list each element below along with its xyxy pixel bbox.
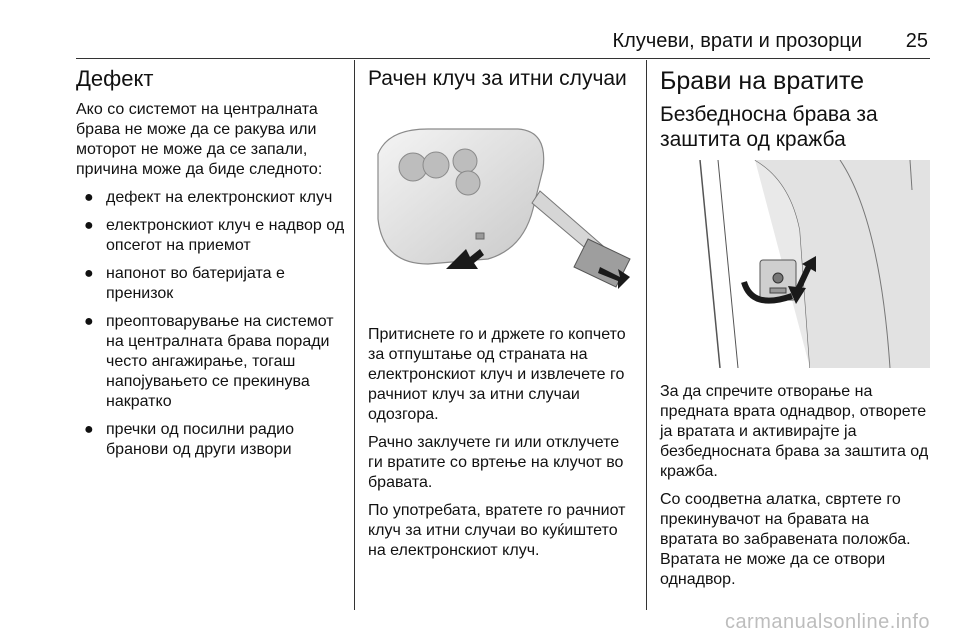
page-number: 25 [905,30,928,52]
column-divider-2 [646,60,647,610]
header-rule [76,58,930,59]
bullet-icon: ● [84,313,94,330]
column-emergency-key [368,66,636,569]
column-divider-1 [354,60,355,610]
emergency-key-paragraph: Рачно заклучете ги или отклучете ги вратите со вртење на клучот во бравата. [368,434,624,491]
section-heading-fault: Дефект [76,66,154,91]
column-door-locks [660,66,930,598]
door-lock-illustration [660,160,930,368]
fault-intro: Ако со системот на централната брава не може да се ракува или моторот не може да се запали, причина може да биде следното: [76,101,323,178]
bullet-icon: ● [84,265,94,282]
column-fault [76,66,346,468]
bullet-icon: ● [84,189,94,206]
watermark: carmanualsonline.info [724,611,930,633]
section-heading-emergency-key: Рачен клуч за итни случаи [368,67,627,90]
section-heading-door-locks: Брави на вратите [660,67,865,95]
list-item: ● дефект на електронскиот клуч [84,189,333,206]
page-header-title: Клучеви, врати и прозорци [612,30,862,52]
list-item: ● електронскиот клуч е надвор од опсегот на приемот [84,217,345,254]
fault-cause-list [76,188,346,460]
emergency-key-paragraph: По употребата, вратете го рачниот клуч за итни случаи во куќиштето на електронскиот клуч. [368,502,626,559]
list-item: ● преоптоварување на системот на централната брава поради често ангажирање, тогаш напојувањето се прекинува накратко [84,313,334,410]
subheading-child-lock: Безбедносна брава за заштита од кражба [660,103,878,151]
child-lock-paragraph: Со соодветна алатка, свртете го прекинувачот на бравата на вратата во забравената положба. Вратата не може да се отвори однадвор. [660,491,911,588]
key-card-illustration [368,99,636,309]
list-item: ● пречки од посилни радио бранови од други извори [84,421,294,458]
bullet-icon: ● [84,421,94,438]
emergency-key-paragraph: Притиснете го и држете го копчето за отпуштање од страната на електронскиот клуч и извлечете го рачниот клуч за итни случаи одозгора. [368,326,626,423]
bullet-icon: ● [84,217,94,234]
list-item: ● напонот во батеријата е пренизок [84,265,285,302]
child-lock-paragraph: За да спречите отворање на предната врата однадвор, отворете ја вратата и активирајте ја безбедносната брава за заштита од кражба. [660,383,929,480]
